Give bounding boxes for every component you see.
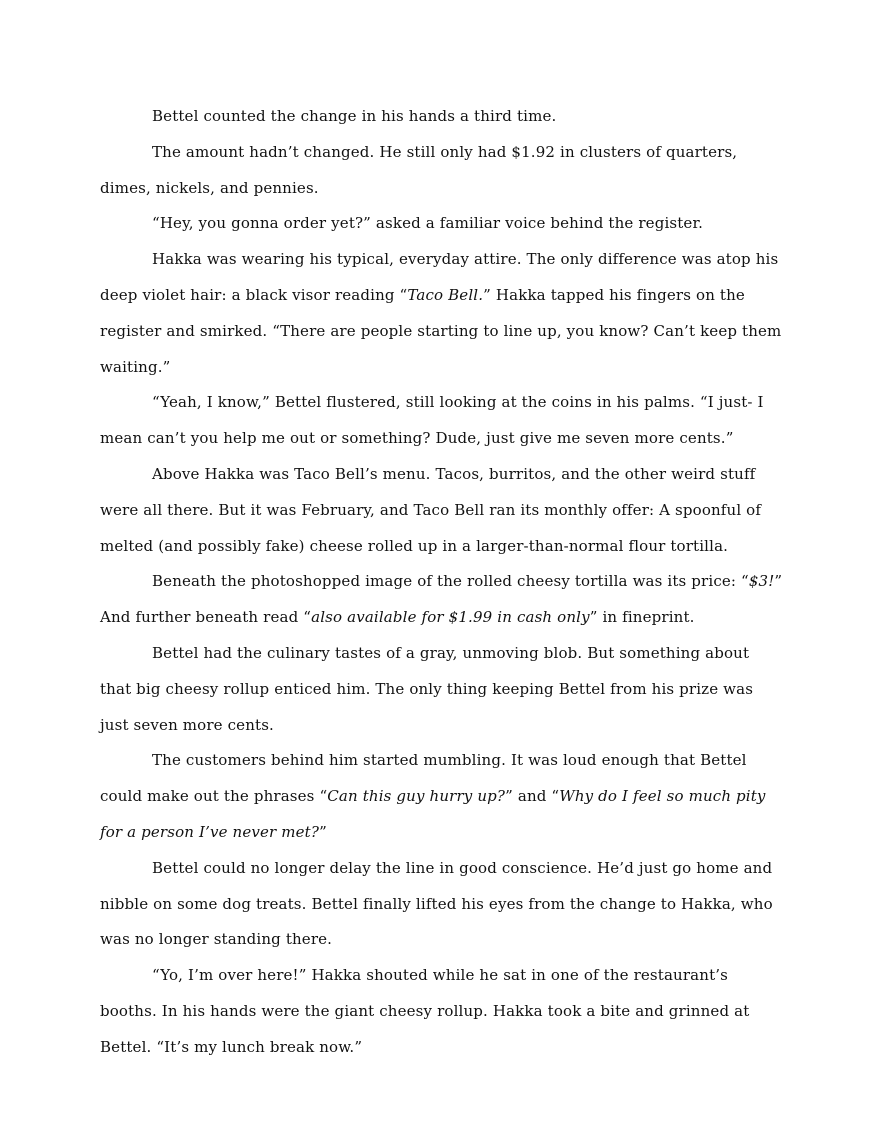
paragraph xyxy=(100,135,783,207)
text-run: “Hey, you gonna order yet?” asked a familiar voice behind the register. xyxy=(152,214,704,233)
text-run: The amount hadn’t changed. He still only had $1.92 in clusters of quarters, dimes, nickels, and pennies. xyxy=(100,142,738,197)
paragraph xyxy=(100,242,783,385)
text-run: ” and “ xyxy=(505,787,560,806)
text-run: ” in fineprint. xyxy=(589,608,695,627)
italic-run: Can this guy hurry up? xyxy=(327,787,506,806)
text-run: The customers behind him started mumbling. It was loud enough that Bettel could make out the phrases “ xyxy=(100,751,747,806)
italic-run: Why do I feel so much pity for a person I’ve never met? xyxy=(100,787,766,841)
text-run: Bettel could no longer delay the line in good conscience. He’d just go home and nibble on some dog treats. Bettel finally lifted his eyes from the change to Hakka, who was no longer standing there. xyxy=(100,858,773,949)
paragraph xyxy=(100,385,783,457)
paragraph xyxy=(100,457,783,564)
italic-run: Taco Bell. xyxy=(407,285,484,304)
text-run: Above Hakka was Taco Bell’s menu. Tacos, burritos, and the other weird stuff were all there. But it was February, and Taco Bell ran its monthly offer: A spoonful of melted (and possibly fake) cheese rolled up in a larger-than-normal flour tortilla. xyxy=(100,464,762,555)
text-run: “Yo, I’m over here!” Hakka shouted while he sat in one of the restaurant’s booths. In his hands were the giant cheesy rollup. Hakka took a bite and grinned at Bettel. “It’s my lunch break now.” xyxy=(100,966,750,1056)
story-body xyxy=(100,99,783,1066)
italic-run: $3! xyxy=(748,572,775,591)
paragraph xyxy=(100,206,783,242)
text-run: ” Hakka tapped his fingers on the register and smirked. “There are people starting to line up, you know? Can’t keep them waiting.” xyxy=(100,285,782,376)
text-run: ” And further beneath read “ xyxy=(100,572,783,627)
italic-run: also available for $1.99 in cash only xyxy=(311,608,590,627)
text-run: Hakka was wearing his typical, everyday attire. The only difference was atop his deep violet hair: a black visor reading “ xyxy=(100,250,779,304)
paragraph xyxy=(100,743,783,850)
paragraph xyxy=(100,636,783,743)
paragraph xyxy=(100,99,783,135)
paragraph xyxy=(100,851,783,958)
text-run: Bettel had the culinary tastes of a gray, unmoving blob. But something about that big cheesy rollup enticed him. The only thing keeping Bettel from his prize was just seven more cents. xyxy=(100,643,754,734)
text-run: “Yeah, I know,” Bettel flustered, still looking at the coins in his palms. “I just- I mean can’t you help me out or something? Dude, just give me seven more cents.” xyxy=(100,393,764,448)
text-run: Beneath the photoshopped image of the rolled cheesy tortilla was its price: “ xyxy=(152,572,749,591)
paragraph xyxy=(100,564,783,636)
text-run: Bettel counted the change in his hands a third time. xyxy=(152,107,557,125)
paragraph xyxy=(100,958,783,1065)
text-run: ” xyxy=(319,822,327,841)
